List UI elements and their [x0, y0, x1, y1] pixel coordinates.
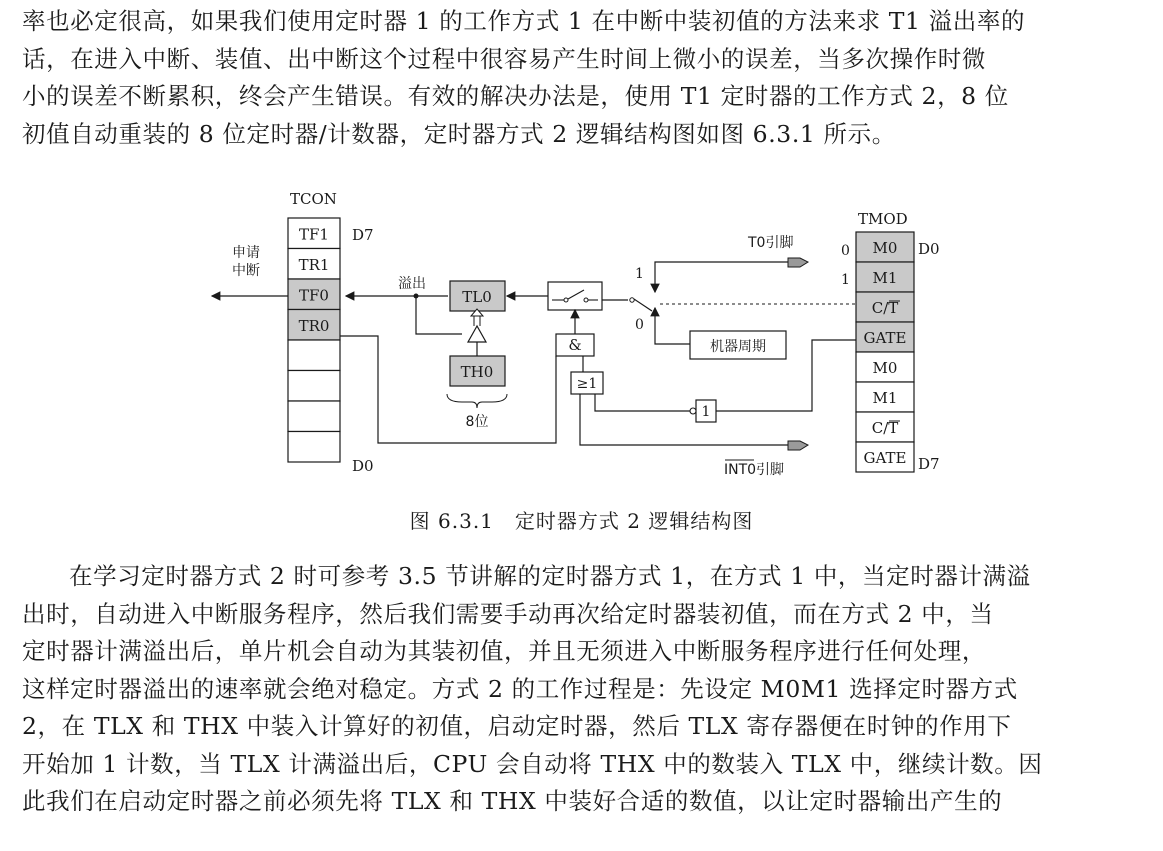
text-line: 这样定时器溢出的速率就会绝对稳定。方式 2 的工作过程是：先设定 M0M1 选择定时器方式 [22, 674, 1018, 703]
eight-bit-brace [447, 394, 507, 408]
tcon-cell [288, 401, 340, 432]
source-select-switch [634, 299, 652, 311]
tcon-d7-label: D7 [352, 226, 374, 244]
tcon-cell [288, 340, 340, 371]
tcon-d0-label: D0 [352, 457, 374, 475]
reload-buffer [468, 326, 486, 342]
tmod-register [856, 232, 914, 472]
tcon-cell [288, 371, 340, 402]
switch-1-label: 1 [635, 266, 644, 282]
and-gate-label: & [568, 336, 582, 354]
t0-pin-label: T0引脚 [748, 235, 794, 251]
text-line: 话，在进入中断、装值、出中断这个过程中很容易产生时间上微小的误差，当多次操作时微 [22, 44, 986, 73]
tmod-title: TMOD [858, 210, 908, 228]
tmod-d7-label: D7 [918, 455, 940, 473]
tcon-cell [288, 432, 340, 463]
request-interrupt-label-line2: 中断 [232, 263, 260, 279]
not-gate-label: 1 [701, 404, 711, 420]
tmod-bit-label: M0 [872, 239, 898, 257]
text-line: 2，在 TLX 和 THX 中装入计算好的初值，启动定时器，然后 TLX 寄存器便在时钟的作用下 [22, 712, 1012, 740]
tcon-bit-label: TF0 [299, 286, 329, 305]
figure-caption: 图 6.3.1 定时器方式 2 逻辑结构图 [409, 509, 754, 533]
or-gate-label: ≥1 [576, 376, 598, 392]
th0-label: TH0 [460, 363, 494, 381]
int0-pin-label: INT0引脚 [724, 462, 785, 478]
overflow-label: 溢出 [398, 276, 426, 292]
tmod-bit-label: GATE [863, 329, 907, 347]
eight-bit-label: 8位 [465, 414, 489, 430]
control-switch-box [548, 282, 602, 310]
t0-pin [788, 258, 808, 267]
m0-value: 0 [841, 243, 850, 259]
text-line: 定时器计满溢出后，单片机会自动为其装初值，并且无须进入中断服务程序进行任何处理， [22, 637, 986, 665]
tmod-bit-label: GATE [863, 449, 907, 467]
tcon-bit-label: TR1 [298, 255, 330, 274]
tcon-bit-label: TF1 [299, 225, 329, 244]
int0-pin [788, 441, 808, 450]
text-line: 初值自动重装的 8 位定时器/计数器，定时器方式 2 逻辑结构图如图 6.3.1 所示。 [22, 119, 896, 148]
paragraph-top [22, 3, 1142, 153]
text-line: 小的误差不断累积，终会产生错误。有效的解决办法是，使用 T1 定时器的工作方式 2，8 位 [22, 82, 1009, 110]
tmod-d0-label: D0 [918, 240, 940, 258]
tmod-bit-label: C/T [871, 299, 899, 317]
tl0-label: TL0 [462, 288, 492, 306]
tcon-title: TCON [290, 190, 337, 208]
tcon-bit-label: TR0 [298, 316, 330, 335]
m1-value: 1 [841, 272, 850, 288]
tmod-bit-label: C/T [871, 419, 899, 437]
text-line: 此我们在启动定时器之前必须先将 TLX 和 THX 中装好合适的数值，以让定时器输出产生的 [22, 787, 1003, 815]
machine-cycle-label: 机器周期 [710, 339, 766, 355]
tr0-line [340, 336, 556, 443]
timer-mode2-diagram [200, 188, 960, 493]
text-line: 在学习定时器方式 2 时可参考 3.5 节讲解的定时器方式 1，在方式 1 中，当定时器计满溢 [69, 562, 1031, 590]
tmod-bit-label: M0 [872, 359, 898, 377]
tmod-bit-label: M1 [872, 269, 898, 287]
tmod-bit-label: M1 [872, 389, 898, 407]
text-line: 开始加 1 计数，当 TLX 计满溢出后，CPU 会自动将 THX 中的数装入 TLX 中，继续计数。因 [22, 749, 1043, 778]
paragraph-bottom [22, 558, 1142, 821]
switch-0-label: 0 [635, 317, 644, 333]
text-line: 出时，自动进入中断服务程序，然后我们需要手动再次给定时器装初值，而在方式 2 中，当 [22, 599, 994, 628]
tcon-register [288, 218, 340, 462]
request-interrupt-label-line1: 申请 [232, 245, 260, 261]
text-line: 率也必定很高，如果我们使用定时器 1 的工作方式 1 在中断中装初值的方法来求 T1 溢出率的 [22, 7, 1026, 35]
